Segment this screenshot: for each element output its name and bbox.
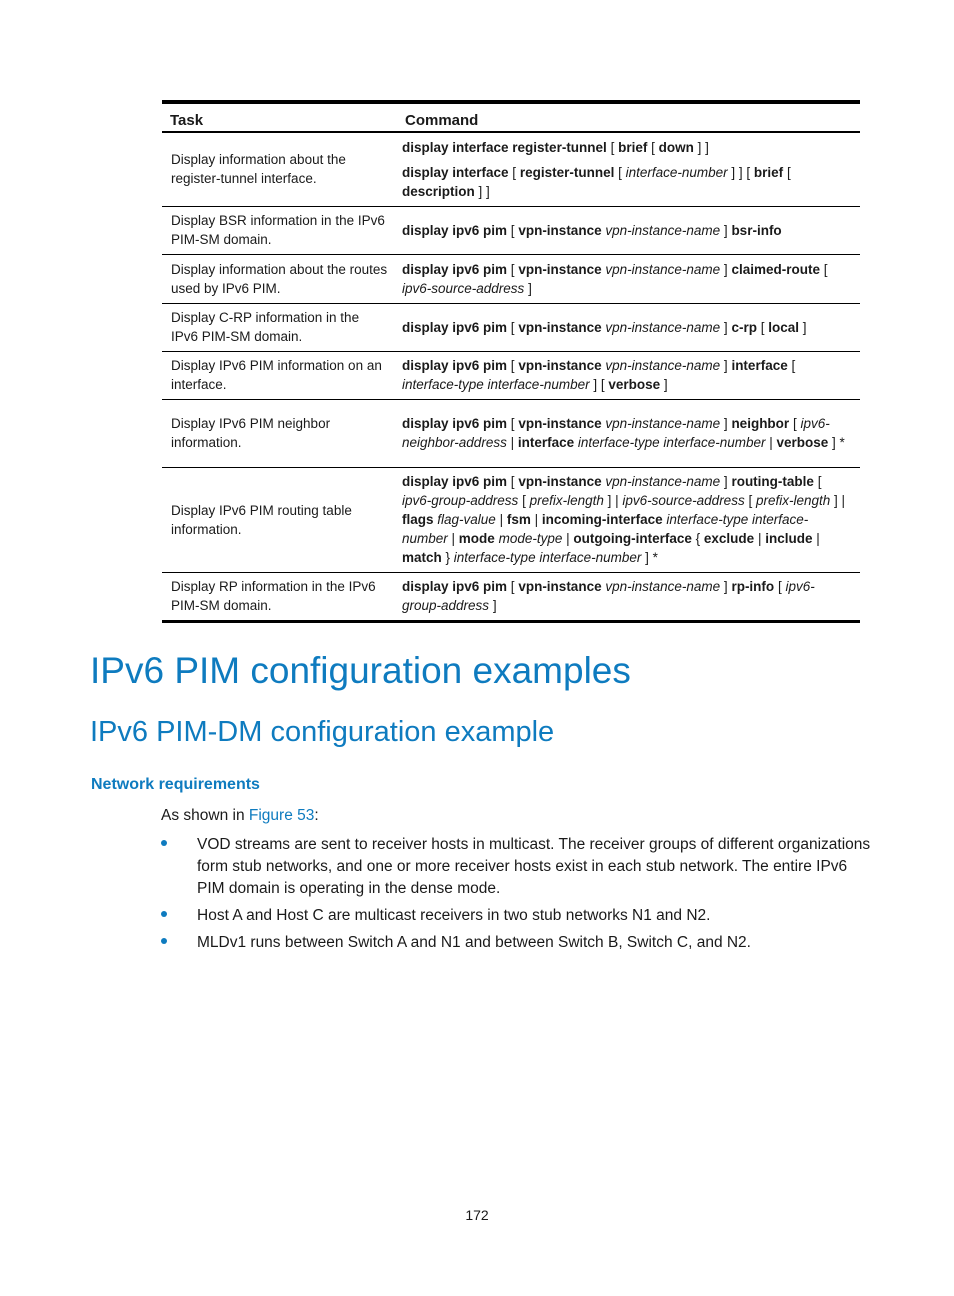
table-row [162, 132, 860, 206]
command-argument: interface-number [625, 164, 728, 180]
figure-link[interactable]: Figure 53 [248, 807, 315, 824]
command-keyword: brief [753, 164, 784, 180]
command-punctuation: | [812, 531, 820, 546]
command-keyword: vpn-instance [518, 579, 602, 594]
bullet-icon [161, 938, 167, 944]
command-keyword: match [402, 550, 442, 565]
command-punctuation: [ [813, 474, 822, 489]
command-punctuation: [ [783, 164, 791, 180]
column-header-task: Task [162, 102, 397, 132]
command-table [162, 100, 860, 623]
command-line [402, 356, 852, 394]
command-punctuation: ] [798, 319, 807, 335]
command-line [402, 138, 852, 157]
command-argument: vpn-instance-name [605, 222, 721, 238]
command-argument: interface-type interface-number [402, 377, 590, 392]
command-line [402, 472, 852, 567]
command-punctuation: | [765, 435, 777, 450]
command-keyword: register-tunnel [519, 164, 615, 180]
list-item [161, 905, 871, 927]
command-punctuation: [ [507, 319, 519, 335]
command-punctuation: [ [756, 319, 769, 335]
command-keyword: vpn-instance [518, 319, 602, 335]
command-keyword: down [658, 139, 694, 155]
command-keyword: neighbor [731, 416, 790, 431]
command-line [402, 577, 852, 615]
task-cell: Display IPv6 PIM information on an interface. [162, 351, 397, 399]
command-argument: vpn-instance-name [605, 319, 721, 335]
command-cell [397, 467, 860, 572]
section-heading-1: IPv6 PIM configuration examples [90, 650, 631, 691]
command-keyword: display ipv6 pim [402, 358, 508, 373]
command-keyword: rp-info [731, 579, 775, 594]
command-punctuation: ] ] [474, 183, 490, 199]
list-item-text: MLDv1 runs between Switch A and N1 and between Switch B, Switch C, and N2. [197, 934, 751, 951]
command-punctuation: [ [647, 139, 659, 155]
command-argument: prefix-length [529, 493, 604, 508]
task-cell: Display IPv6 PIM routing table information. [162, 467, 397, 572]
command-line [402, 260, 852, 298]
command-line [402, 414, 852, 452]
command-cell [397, 399, 860, 467]
command-keyword: display ipv6 pim [402, 579, 508, 594]
task-cell: Display C-RP information in the IPv6 PIM-SM domain. [162, 303, 397, 351]
command-argument: interface-type interface-number [453, 550, 642, 565]
command-punctuation: [ [507, 358, 519, 373]
command-punctuation: [ [614, 164, 626, 180]
command-punctuation: ] [720, 474, 732, 489]
command-punctuation: ] | [830, 493, 846, 508]
command-punctuation: ] [720, 416, 732, 431]
command-cell [397, 254, 860, 303]
intro-prefix: As shown in [161, 807, 249, 824]
command-punctuation: [ [518, 493, 530, 508]
command-punctuation: ] [ [589, 377, 609, 392]
command-argument: ipv6-source-address [622, 493, 745, 508]
command-argument: vpn-instance-name [605, 579, 721, 594]
task-cell: Display BSR information in the IPv6 PIM-SM domain. [162, 206, 397, 254]
list-item [161, 834, 871, 900]
command-keyword: vpn-instance [518, 358, 602, 373]
command-argument: ipv6-group-address [402, 579, 815, 613]
command-keyword: incoming-interface [541, 512, 663, 527]
command-punctuation: ] ] [ [727, 164, 754, 180]
command-keyword: interface [731, 358, 788, 373]
command-punctuation: [ [819, 261, 828, 277]
task-cell: Display RP information in the IPv6 PIM-SM domain. [162, 572, 397, 621]
command-argument: vpn-instance-name [605, 261, 721, 277]
table-row [162, 303, 860, 351]
command-keyword: vpn-instance [518, 474, 602, 489]
command-keyword: display interface register-tunnel [402, 139, 607, 155]
command-keyword: local [768, 319, 799, 335]
command-punctuation: [ [789, 416, 801, 431]
command-keyword: brief [618, 139, 648, 155]
command-cell [397, 206, 860, 254]
table-body [162, 132, 860, 621]
table-row [162, 206, 860, 254]
bullet-icon [161, 840, 167, 846]
command-punctuation: ] * [641, 550, 658, 565]
command-punctuation: [ [507, 222, 519, 238]
command-keyword: include [765, 531, 813, 546]
command-punctuation: [ [507, 416, 519, 431]
command-argument: ipv6-group-address [402, 493, 519, 508]
list-item [161, 932, 871, 954]
command-keyword: display interface [402, 164, 509, 180]
list-item-text: Host A and Host C are multicast receivers in two stub networks N1 and N2. [197, 907, 711, 924]
table-row [162, 254, 860, 303]
command-punctuation: [ [744, 493, 756, 508]
list-item-text: VOD streams are sent to receiver hosts in multicast. The receiver groups of different organizations form stub networks, and one or more receiver hosts exist in each stub network. The entire IPv6 PIM domain is operating in the dense mode. [197, 836, 871, 897]
command-keyword: vpn-instance [518, 261, 602, 277]
command-argument: interface-type interface-number [402, 512, 809, 546]
command-punctuation: | [562, 531, 574, 546]
command-punctuation: { [691, 531, 704, 546]
command-argument: ipv6-source-address [402, 280, 525, 296]
command-cell [397, 303, 860, 351]
section-heading-2: IPv6 PIM-DM configuration example [90, 716, 555, 748]
command-punctuation: | [754, 531, 766, 546]
requirements-list [161, 834, 871, 959]
command-keyword: fsm [506, 512, 531, 527]
command-keyword: display ipv6 pim [402, 474, 508, 489]
command-cell [397, 572, 860, 621]
command-argument: vpn-instance-name [605, 358, 721, 373]
command-keyword: exclude [703, 531, 755, 546]
task-cell: Display information about the routes used by IPv6 PIM. [162, 254, 397, 303]
command-punctuation: ] [489, 598, 497, 613]
command-argument: vpn-instance-name [605, 474, 721, 489]
command-line [402, 221, 852, 240]
command-punctuation: ] [720, 222, 732, 238]
command-punctuation: | [506, 435, 518, 450]
intro-paragraph [161, 807, 319, 825]
command-keyword: display ipv6 pim [402, 222, 508, 238]
table-row [162, 351, 860, 399]
task-cell: Display IPv6 PIM neighbor information. [162, 399, 397, 467]
command-argument: interface-type interface-number [577, 435, 766, 450]
command-punctuation: [ [507, 579, 519, 594]
command-line [402, 318, 852, 337]
command-argument: prefix-length [755, 493, 831, 508]
command-keyword: bsr-info [731, 222, 782, 238]
task-cell: Display information about the register-tunnel interface. [162, 132, 397, 206]
command-punctuation: ] * [828, 435, 845, 450]
section-heading-3: Network requirements [91, 776, 260, 793]
command-keyword: vpn-instance [518, 222, 602, 238]
table-row [162, 399, 860, 467]
command-punctuation: [ [787, 358, 796, 373]
command-keyword: c-rp [731, 319, 757, 335]
command-punctuation: [ [606, 139, 619, 155]
page-number: 172 [465, 1207, 489, 1223]
command-keyword: routing-table [731, 474, 814, 489]
bullet-icon [161, 911, 167, 917]
command-punctuation: [ [774, 579, 786, 594]
command-keyword: outgoing-interface [573, 531, 692, 546]
command-argument: mode-type [498, 531, 563, 546]
command-punctuation: ] [660, 377, 668, 392]
command-keyword: display ipv6 pim [402, 416, 508, 431]
command-keyword: claimed-route [731, 261, 820, 277]
command-punctuation: ] [524, 280, 532, 296]
command-punctuation: ] [720, 319, 732, 335]
command-punctuation: | [447, 531, 459, 546]
command-punctuation: } [441, 550, 454, 565]
command-punctuation: [ [508, 164, 520, 180]
intro-suffix: : [314, 807, 319, 824]
command-punctuation: ] [720, 358, 732, 373]
command-keyword: mode [458, 531, 495, 546]
command-keyword: interface [517, 435, 575, 450]
command-keyword: flags [402, 512, 434, 527]
table-header-row [162, 102, 860, 132]
table-row [162, 467, 860, 572]
command-punctuation: ] [720, 261, 732, 277]
command-keyword: vpn-instance [518, 416, 602, 431]
command-punctuation: | [530, 512, 542, 527]
command-punctuation: ] [720, 579, 732, 594]
column-header-command: Command [397, 102, 860, 132]
command-keyword: display ipv6 pim [402, 261, 508, 277]
command-line [402, 163, 852, 201]
command-cell [397, 351, 860, 399]
table-row [162, 572, 860, 621]
command-keyword: verbose [776, 435, 829, 450]
command-punctuation: ] ] [693, 139, 709, 155]
command-punctuation: [ [507, 261, 519, 277]
command-cell [397, 132, 860, 206]
command-argument: flag-value [437, 512, 496, 527]
command-argument: vpn-instance-name [605, 416, 721, 431]
command-punctuation: ] | [603, 493, 623, 508]
command-keyword: display ipv6 pim [402, 319, 508, 335]
command-punctuation: | [495, 512, 507, 527]
command-punctuation: [ [507, 474, 519, 489]
command-argument: ipv6-neighbor-address [402, 416, 830, 450]
command-keyword: description [402, 183, 475, 199]
command-keyword: verbose [608, 377, 661, 392]
